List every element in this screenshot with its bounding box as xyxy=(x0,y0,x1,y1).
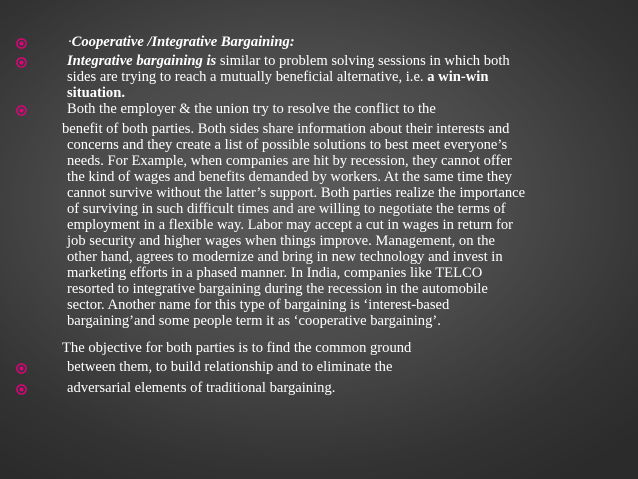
target-bullet-icon xyxy=(16,36,27,47)
body-line: resorted to integrative bargaining during the recession in the automobile xyxy=(67,281,488,297)
heading-line xyxy=(68,34,295,50)
body-line: marketing efforts in a phased manner. In India, companies like TELCO xyxy=(67,265,483,281)
bullet-line: adversarial elements of traditional bargaining. xyxy=(67,380,336,396)
target-bullet-icon xyxy=(16,103,27,114)
body-line: other hand, agrees to modernize and bring in new technology and invest in xyxy=(67,249,503,265)
body-line: needs. For Example, when companies are hit by recession, they cannot offer xyxy=(67,153,512,169)
heading-text: Cooperative /Integrative Bargaining: xyxy=(71,34,295,50)
body-line: job security and higher wages when things improve. Management, on the xyxy=(67,233,495,249)
para1-line1-rest: similar to problem solving sessions in which both xyxy=(216,53,510,69)
target-bullet-icon xyxy=(16,55,27,66)
target-bullet-icon xyxy=(16,361,27,372)
para1-line1 xyxy=(67,53,510,69)
bullet-line: between them, to build relationship and to eliminate the xyxy=(67,359,393,375)
para1-line2 xyxy=(67,69,488,85)
target-bullet-icon xyxy=(16,382,27,393)
body-line: concerns and they create a list of possible solutions to best meet everyone’s xyxy=(67,137,508,153)
para1-line3: situation. xyxy=(67,85,125,101)
para1-term: Integrative bargaining is xyxy=(67,53,217,69)
para1-line2-bold: a win-win xyxy=(427,69,489,85)
body-line: the kind of wages and benefits demanded by workers. At the same time they xyxy=(67,169,512,185)
para1-line2-rest: sides are trying to reach a mutually beneficial alternative, i.e. xyxy=(67,69,428,85)
body-line: of surviving in such difficult times and are willing to negotiate the terms of xyxy=(67,201,506,217)
body-line: employment in a flexible way. Labor may accept a cut in wages in return for xyxy=(67,217,514,233)
body-line: bargaining’and some people term it as ‘cooperative bargaining’. xyxy=(67,313,441,329)
objective-line: The objective for both parties is to find the common ground xyxy=(62,340,412,356)
body-line: sector. Another name for this type of bargaining is ‘interest-based xyxy=(67,297,450,313)
body-line: benefit of both parties. Both sides share information about their interests and xyxy=(62,121,510,137)
heading-prefix: · xyxy=(68,34,72,50)
para2-line1: Both the employer & the union try to resolve the conflict to the xyxy=(67,101,436,117)
body-line: cannot survive without the latter’s support. Both parties realize the importance xyxy=(67,185,526,201)
